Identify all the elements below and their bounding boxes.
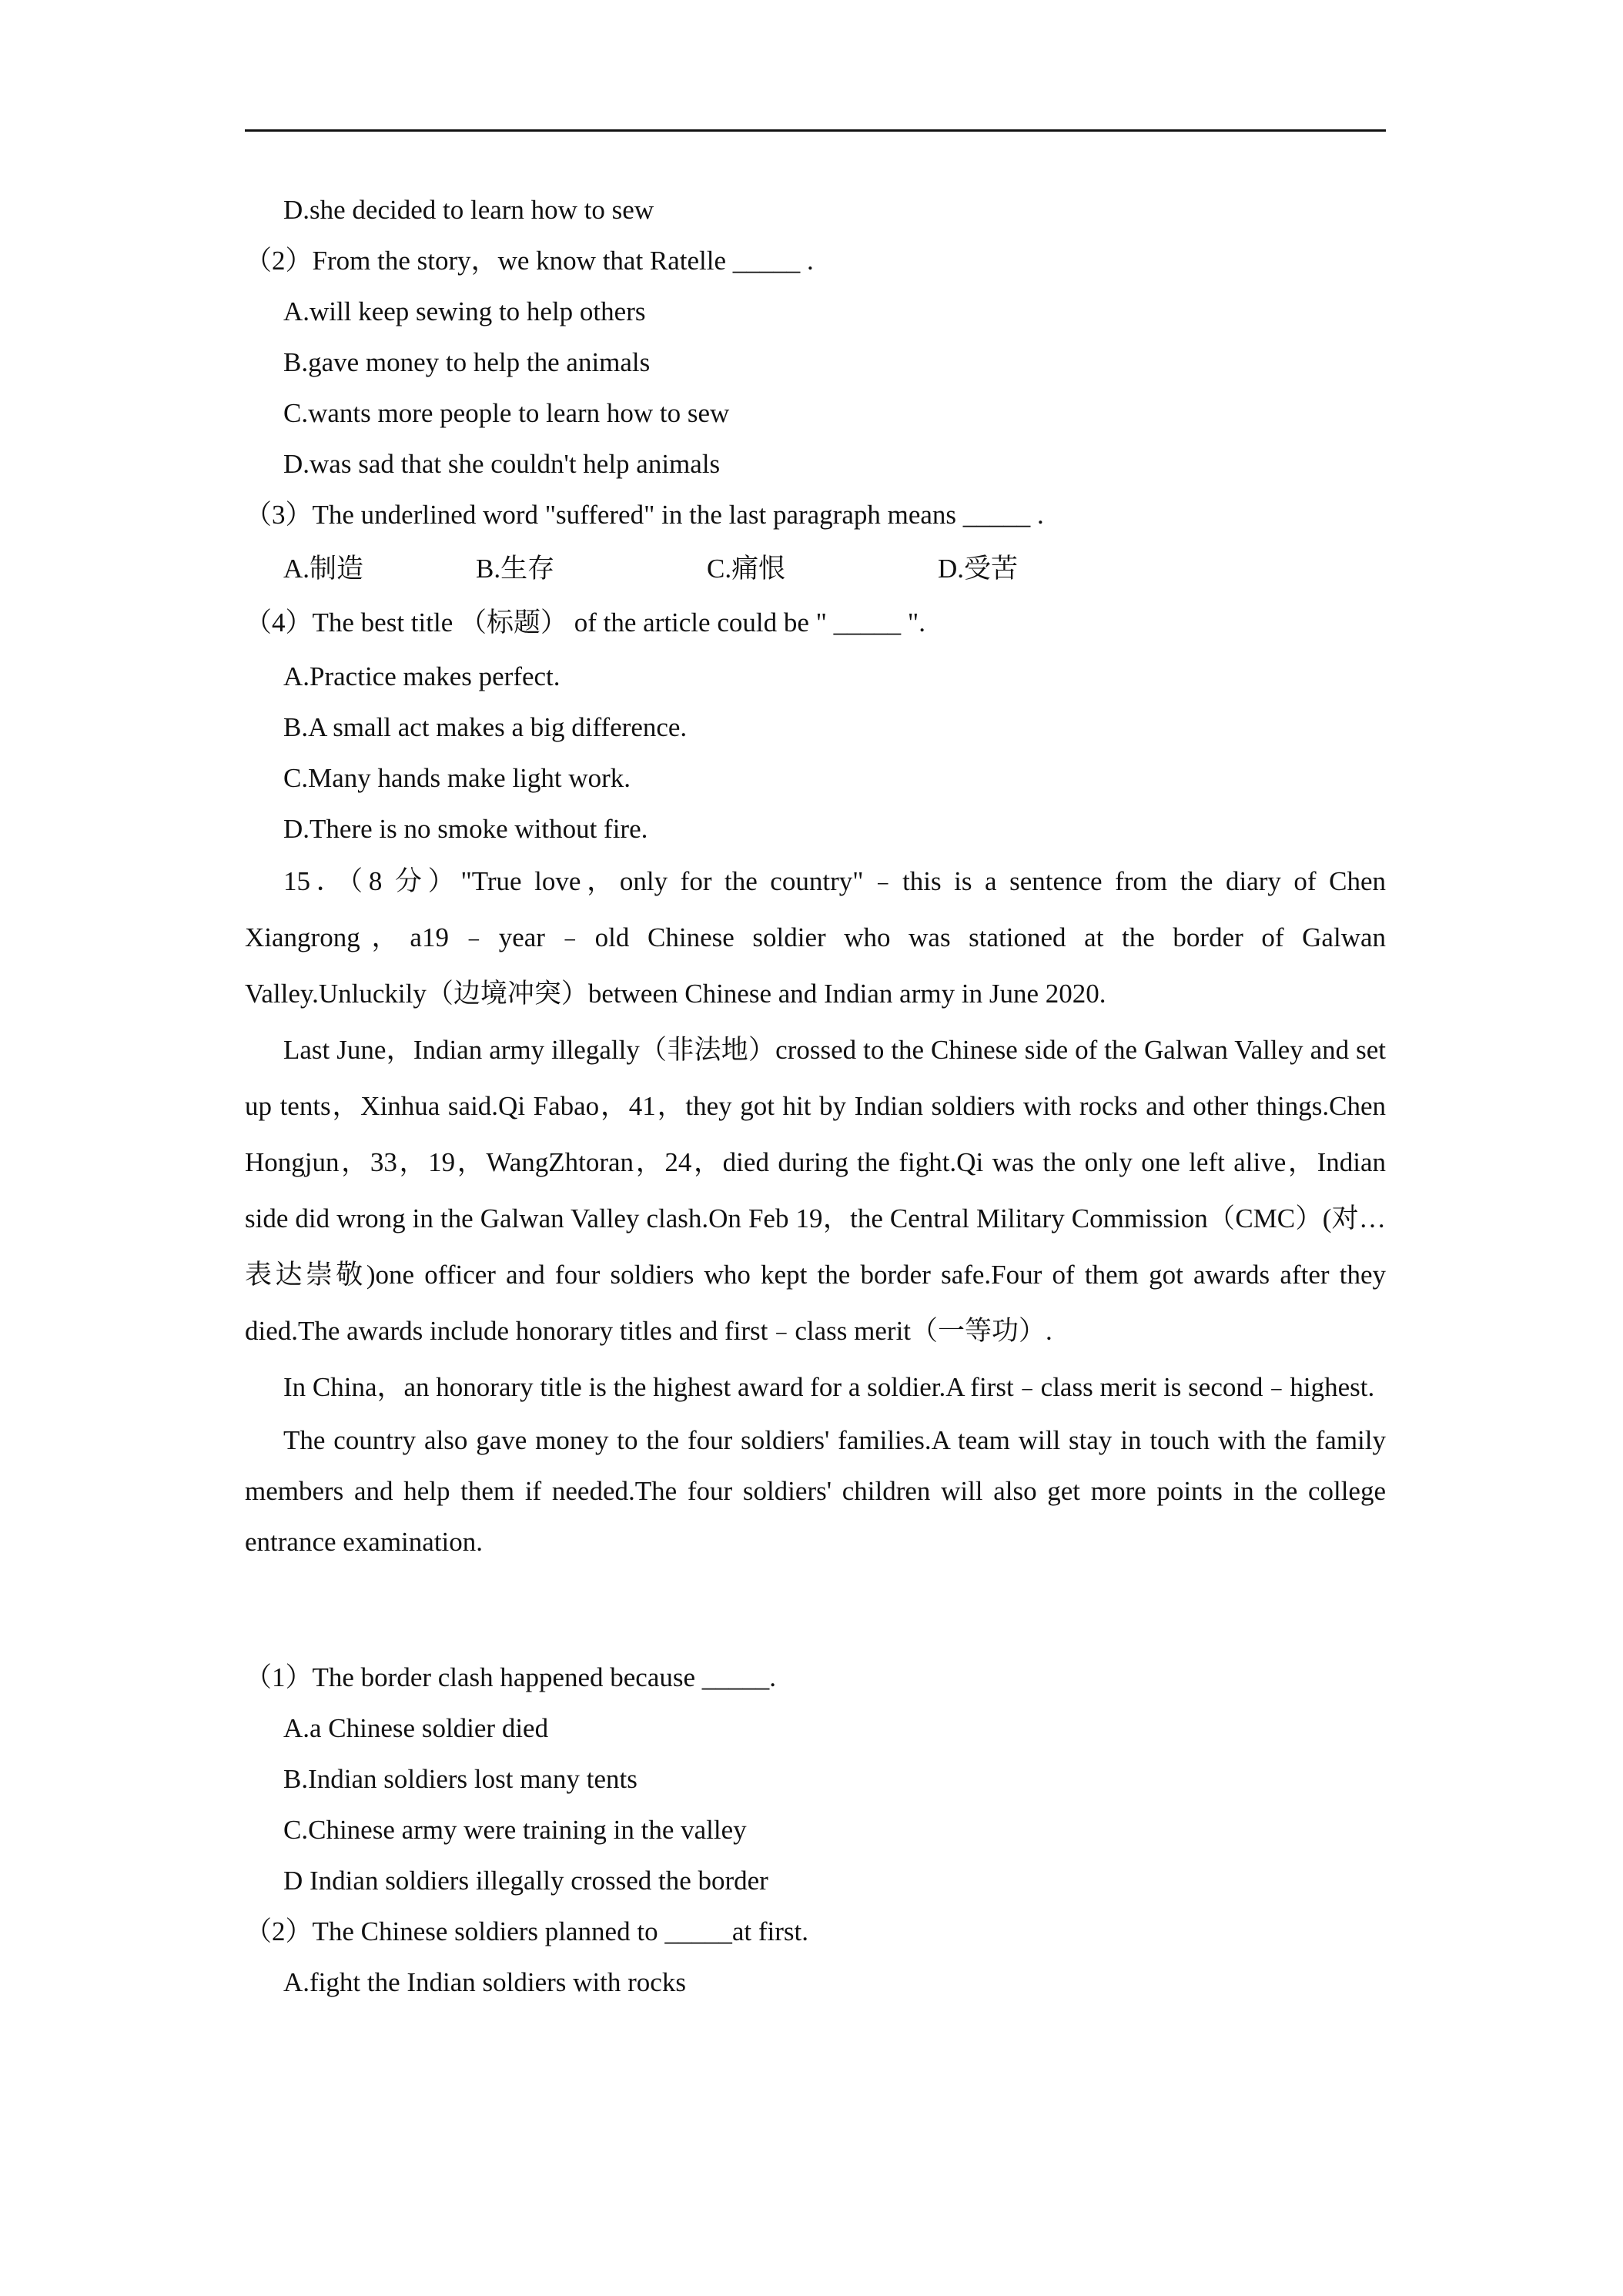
- option-p15-q2-a: A.fight the Indian soldiers with rocks: [283, 1967, 686, 1997]
- option-q2-c: C.wants more people to learn how to sew: [283, 398, 730, 428]
- option-q4-a: A.Practice makes perfect.: [283, 661, 561, 691]
- question-3-stem: （3）The underlined word "suffered" in the last paragraph means _____ .: [245, 500, 1044, 530]
- passage-15-paragraph-1: 15．（8 分）"True love，only for the country"﹣this is a sentence from the diary of Chen Xiangrong，a19﹣year﹣old Chinese soldier who was stationed at the border of Galwan Valley.Unluckily（边境冲突）between Chinese and Indian army in June 2020.: [245, 866, 1386, 1009]
- option-p15-q1-c: C.Chinese army were training in the valley: [283, 1815, 747, 1845]
- page-content: [245, 191, 1386, 2002]
- option-q3-a: A.制造: [283, 554, 364, 584]
- question-3-options: [245, 550, 1386, 588]
- question-2-stem: （2）From the story，we know that Ratelle _____ .: [245, 246, 814, 276]
- option-q3-d: D.受苦: [938, 554, 1019, 584]
- option-q3-c: C.痛恨: [707, 554, 786, 584]
- option-q3-b: B.生存: [476, 554, 555, 584]
- option-p15-q1-d: D Indian soldiers illegally crossed the border: [283, 1866, 768, 1896]
- option-q2-d: D.was sad that she couldn't help animals: [283, 449, 721, 479]
- passage-15-question-1-stem: （1）The border clash happened because _____.: [245, 1662, 777, 1692]
- option-q1-d: D.she decided to learn how to sew: [283, 195, 654, 225]
- option-q2-b: B.gave money to help the animals: [283, 347, 651, 377]
- passage-15-paragraph-2: Last June，Indian army illegally（非法地）crossed to the Chinese side of the Galwan Valley and set up tents，Xinhua said.Qi Fabao，41，they got hit by Indian soldiers with rocks and other things.Chen Hongjun，33，19，WangZhtoran，24，died during the fight.Qi was the only one left alive，Indian side did wrong in the Galwan Valley clash.On Feb 19，the Central Military Commission（CMC）(对…表达崇敬)one officer and four soldiers who kept the border safe.Four of them got awards after they died.The awards include honorary titles and first﹣class merit（一等功）.: [245, 1035, 1386, 1346]
- option-q4-d: D.There is no smoke without fire.: [283, 814, 648, 844]
- option-q2-a: A.will keep sewing to help others: [283, 296, 646, 326]
- question-4-stem: （4）The best title （标题） of the article could be " _____ ".: [245, 607, 925, 638]
- passage-15-question-2-stem: （2）The Chinese soldiers planned to _____at first.: [245, 1916, 808, 1946]
- option-q4-c: C.Many hands make light work.: [283, 763, 631, 793]
- header-rule: [245, 129, 1386, 132]
- passage-15-paragraph-3: In China，an honorary title is the highest award for a soldier.A first﹣class merit is second﹣highest.: [283, 1372, 1375, 1402]
- option-p15-q1-a: A.a Chinese soldier died: [283, 1713, 549, 1743]
- option-q4-b: B.A small act makes a big difference.: [283, 712, 688, 742]
- option-p15-q1-b: B.Indian soldiers lost many tents: [283, 1764, 637, 1794]
- passage-15-paragraph-4: The country also gave money to the four soldiers' families.A team will stay in touch with the family members and help them if needed.The four soldiers' children will also get more points in the college entrance examination.: [245, 1425, 1386, 1557]
